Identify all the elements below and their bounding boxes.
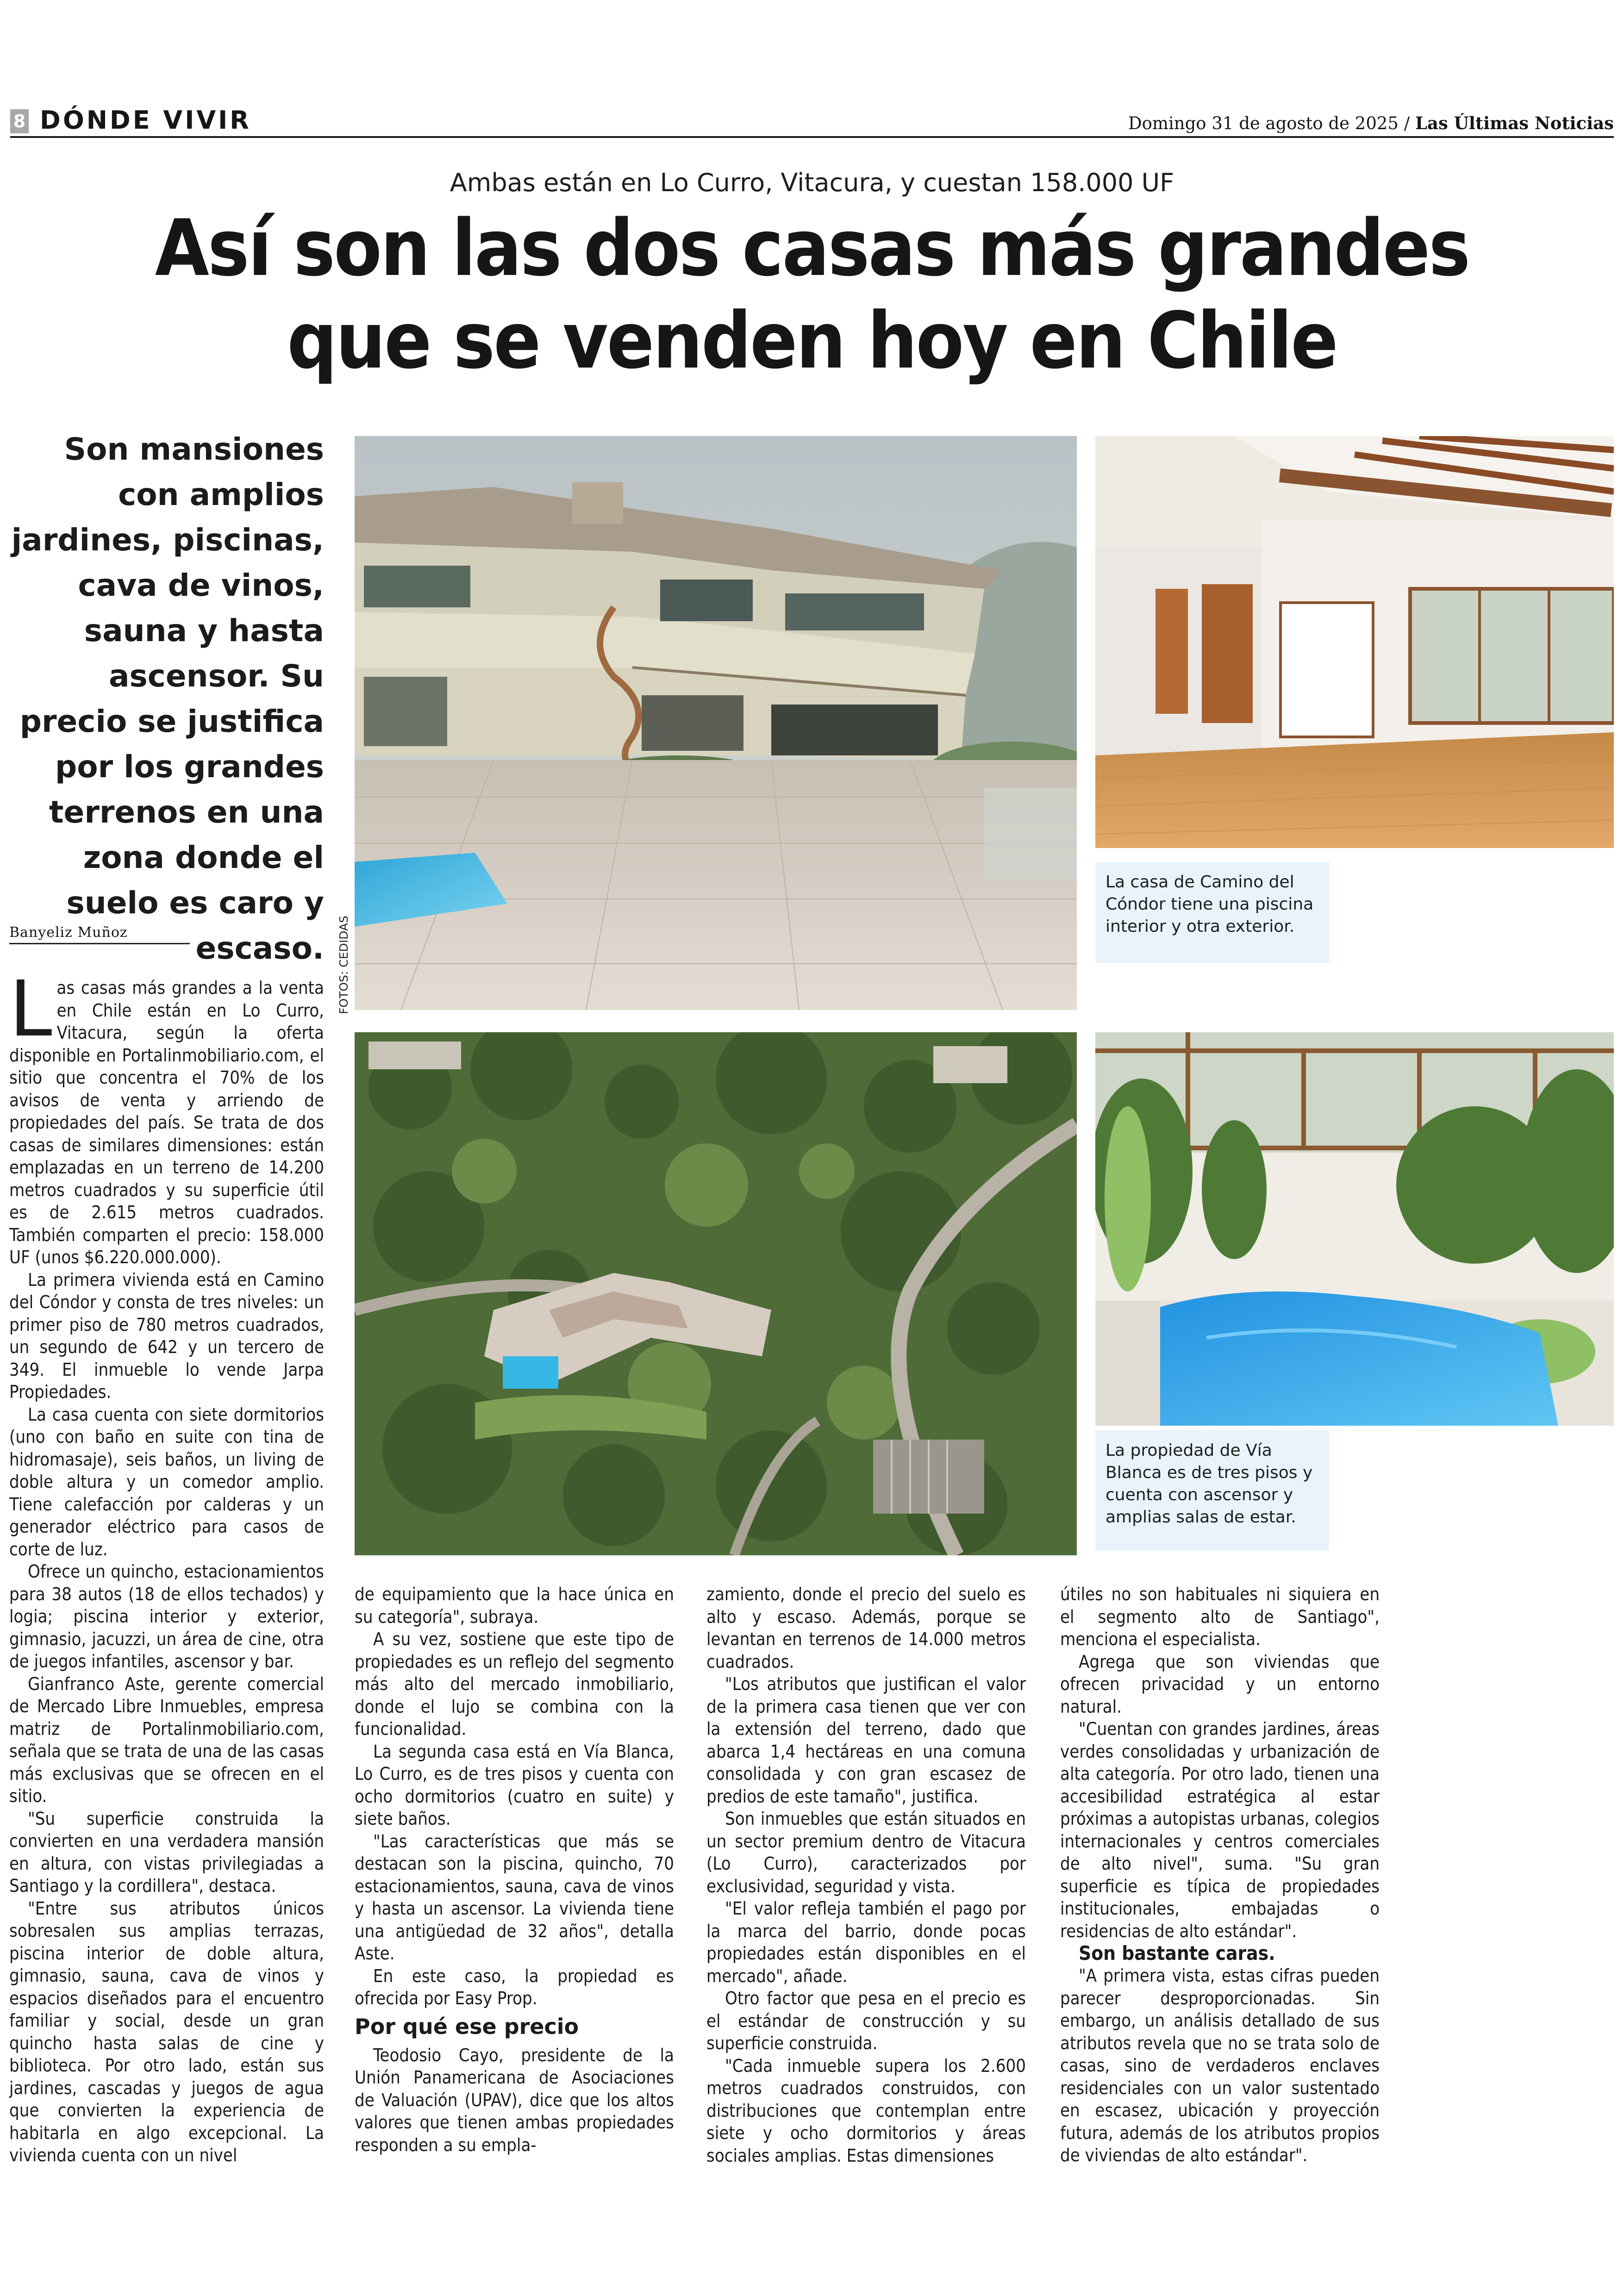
page-number: 8 — [10, 109, 29, 133]
article-column-2 — [355, 1583, 674, 2156]
subhead: Por qué ese precio — [355, 2014, 579, 2039]
headline-line-1: Así son las dos casas más grandes — [155, 203, 1469, 293]
paragraph: "El valor refleja también el pago por la marca del barrio, donde pocas propiedades están disponibles en el mercado", añade. — [706, 1898, 1026, 1986]
paragraph: La primera vivienda está en Camino del Cóndor y consta de tres niveles: un primer piso de 780 metros cuadrados, un segundo de 642 y un tercero de 349. El inmueble lo vende Jarpa Propiedades. — [9, 1269, 324, 1402]
headline-line-2: que se venden hoy en Chile — [287, 295, 1337, 386]
newspaper-name: Las Últimas Noticias — [1415, 113, 1614, 133]
paragraph: En este caso, la propiedad es ofrecida por Easy Prop. — [355, 1965, 674, 2008]
dropcap: L — [9, 965, 52, 1054]
masthead-rule — [10, 136, 1614, 138]
paragraph: "Cada inmueble supera los 2.600 metros cuadrados construidos, con distribuciones que contemplan entre siete y ocho dormitorios y áreas sociales amplias. Estas dimensiones — [706, 2055, 1026, 2166]
paragraph: "Su superficie construida la convierten en una verdadera mansión en altura, con vistas privilegiadas a Santiago y la cordillera", destaca. — [9, 1808, 324, 1896]
paragraph: "Las características que más se destacan son la piscina, quincho, 70 estacionamientos, sauna, cava de vinos y hasta un ascensor. La vivienda tiene una antigüedad de 32 años", detalla Aste. — [355, 1831, 674, 1964]
kicker: Ambas están en Lo Curro, Vitacura, y cuestan 158.000 UF — [450, 168, 1174, 197]
paragraph: de equipamiento que la hace única en su categoría", subraya. — [355, 1584, 674, 1627]
headline — [0, 202, 1624, 387]
paragraph: Ofrece un quincho, estacionamientos para 38 autos (18 de ellos techados) y logia; piscina interior y exterior, gimnasio, jacuzzi, un área de cine, otra de juegos infantiles, ascensor y bar. — [9, 1561, 324, 1671]
paragraph: Son inmuebles que están situados en un sector premium dentro de Vitacura (Lo Curro), caracterizados por exclusividad, seguridad y vista. — [706, 1809, 1026, 1896]
paragraph: zamiento, donde el precio del suelo es alto y escaso. Además, porque se levantan en terrenos de 14.000 metros cuadrados. — [706, 1584, 1026, 1672]
dateline — [1128, 113, 1614, 134]
paragraph: "A primera vista, estas cifras pueden parecer desproporcionadas. Sin embargo, un análisis detallado de sus atributos revela que no se trata solo de casas, sino de verdaderos enclaves residenciales con un valor sustentado en escasez, ubicación y proyección futura, además de los atributos propios de viviendas de alto estándar". — [1060, 1965, 1380, 2165]
inline-subhead: Son bastante caras. — [1079, 1942, 1275, 1964]
paragraph: Gianfranco Aste, gerente comercial de Mercado Libre Inmuebles, empresa matriz de Portalinmobiliario.com, señala que se trata de una de las casas más exclusivas que se ofrecen en el sitio. — [9, 1673, 324, 1806]
paragraph: "Cuentan con grandes jardines, áreas verdes consolidadas y urbanización de alta categoría. Por otro lado, tienen una accesibilidad estratégica al estar próximas a autopistas urbanas, colegios internacionales y centros comerciales de alto nivel", suma. "Su gran superficie es típica de propiedades institucionales, embajadas o residencias de alto estándar". — [1060, 1719, 1380, 1941]
photo-credit-text: FOTOS: CEDIDAS — [337, 916, 350, 1014]
photo-aerial — [355, 1032, 1077, 1555]
byline: Banyeliz Muñoz — [9, 923, 190, 944]
photo-interior — [1095, 436, 1614, 848]
paragraph-text: as casas más grandes a la venta en Chile están en Lo Curro, Vitacura, según la oferta disponible en Portalinmobiliario.com, el sitio que concentra el 70% de los avisos de venta y arriendo de propiedades del país. Se trata de dos casas de similares dimensiones: están emplazadas en un terreno de 14.200 metros cuadrados y su superficie útil es de 2.615 metros cuadrados. También comparten el precio: 158.000 UF (unos $6.220.000.000). — [9, 978, 324, 1267]
paragraph: "Entre sus atributos únicos sobresalen sus amplias terrazas, piscina interior de doble altura, gimnasio, sauna, cava de vinos y espacios diseñados para el encuentro familiar y social, desde un gran quincho hasta salas de cine y biblioteca. Por otro lado, están sus jardines, cascadas y juegos de agua que convierten la experiencia de habitarla en algo excepcional. La vivienda cuenta con un nivel — [9, 1898, 324, 2165]
lede: Son mansiones con amplios jardines, piscinas, cava de vinos, sauna y hasta ascensor. Su precio se justifica por los grandes terrenos en una zona donde el suelo es caro y escaso. — [11, 431, 324, 966]
caption-interior: La casa de Camino del Cóndor tiene una piscina interior y otra exterior. — [1095, 862, 1329, 963]
paragraph — [9, 965, 324, 1269]
article-column-4 — [1060, 1583, 1380, 2167]
article-column-3 — [706, 1583, 1026, 2167]
paragraph: La segunda casa está en Vía Blanca, Lo Curro, es de tres pisos y cuenta con ocho dormitorios (cuatro en suite) y siete baños. — [355, 1741, 674, 1829]
paragraph: Teodosio Cayo, presidente de la Unión Panamericana de Asociaciones de Valuación (UPAV), dice que los altos valores que tienen ambas propiedades responden a su empla- — [355, 2045, 674, 2155]
photo-exterior — [355, 436, 1077, 1010]
paragraph: útiles no son habituales ni siquiera en el segmento alto de Santiago", menciona el especialista. — [1060, 1584, 1380, 1649]
paragraph: Agrega que son viviendas que ofrecen privacidad y un entorno natural. — [1060, 1651, 1380, 1717]
paragraph: La casa cuenta con siete dormitorios (uno con baño en suite con tina de hidromasaje), seis baños, un living de doble altura y un comedor amplio. Tiene calefacción por calderas y un generador eléctrico para casos de corte de luz. — [9, 1404, 324, 1559]
paragraph: "Los atributos que justifican el valor de la primera casa tienen que ver con la extensión del terreno, dado que abarca 1,4 hectáreas en una comuna consolidada y con gran escasez de predios de este tamaño", justifica. — [706, 1674, 1026, 1807]
dateline-separator: / — [1404, 113, 1410, 133]
paragraph: Otro factor que pesa en el precio es el estándar de construcción y su superficie construida. — [706, 1988, 1026, 2053]
article-column-1 — [9, 965, 324, 2167]
issue-date: Domingo 31 de agosto de 2025 — [1128, 113, 1399, 133]
photo-indoor-pool — [1095, 1032, 1614, 1426]
section-title: DÓNDE VIVIR — [40, 106, 251, 135]
caption-pool: La propiedad de Vía Blanca es de tres pisos y cuenta con ascensor y amplias salas de estar. — [1095, 1430, 1329, 1551]
photo-credit — [334, 910, 353, 1016]
paragraph: A su vez, sostiene que este tipo de propiedades es un reflejo del segmento más alto del mercado inmobiliario, donde el lujo se combina con la funcionalidad. — [355, 1629, 674, 1739]
